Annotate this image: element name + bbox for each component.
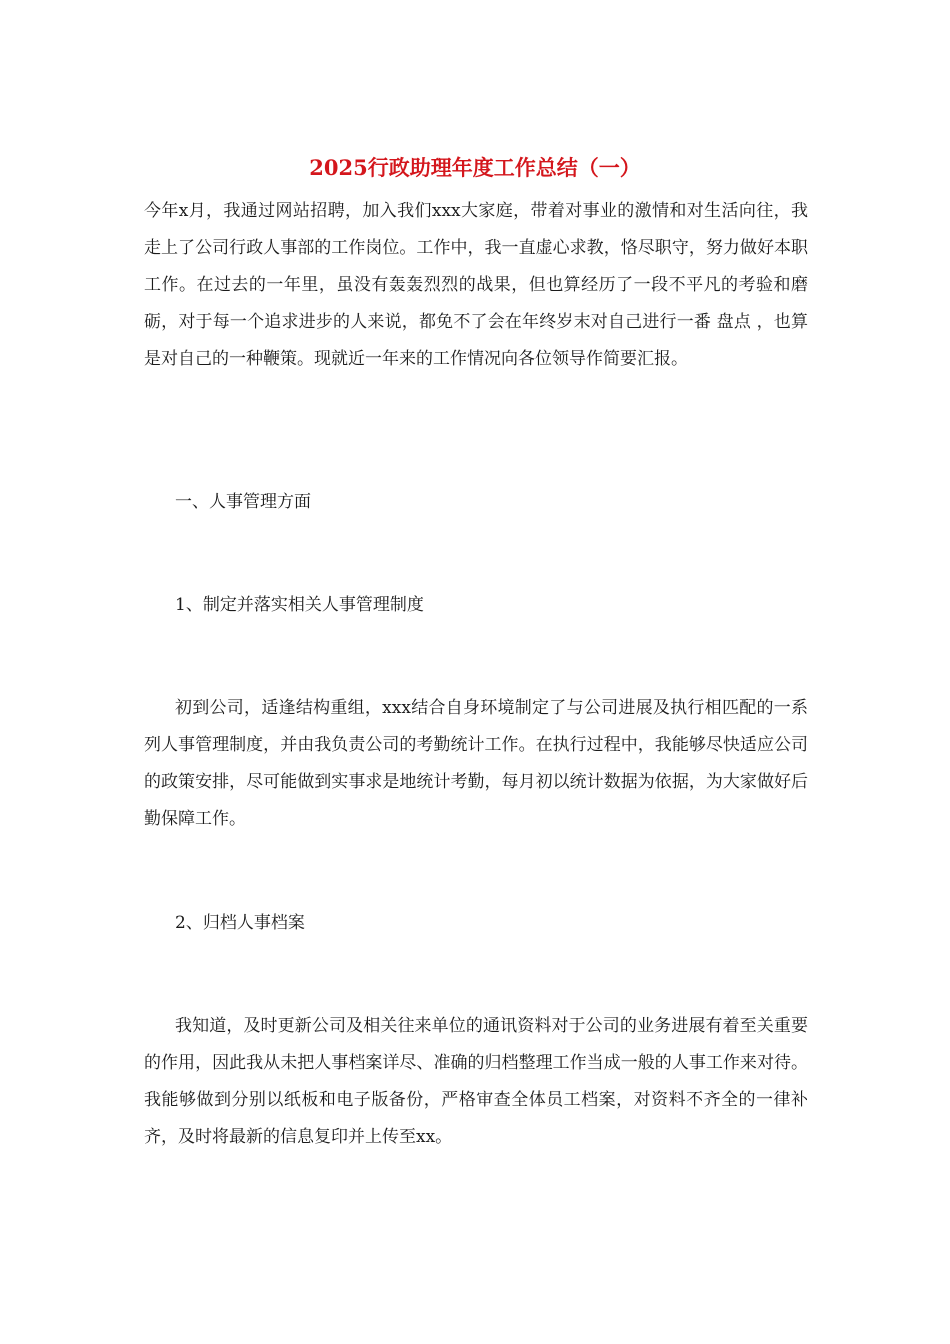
paragraph-archive: 我知道，及时更新公司及相关往来单位的通讯资料对于公司的业务进展有着至关重要的作用，因此我从未把人事档案详尽、准确的归档整理工作当成一般的人事工作来对待。我能够做到分别以纸板和电子版备份，严格审查全体员工档案，对资料不齐全的一律补齐，及时将最新的信息复印并上传至xx。 — [144, 1016, 808, 1147]
paragraph-hr-policy: 初到公司，适逢结构重组，xxx结合自身环境制定了与公司进展及执行相匹配的一系列人事管理制度，并由我负责公司的考勤统计工作。在执行过程中，我能够尽快适应公司的政策安排，尽可能做到实事求是地统计考勤，每月初以统计数据为依据，为大家做好后勤保障工作。 — [144, 698, 808, 829]
document-title: 2025行政助理年度工作总结（一） — [309, 155, 641, 180]
section-heading-hr-management: 一、人事管理方面 — [175, 492, 311, 512]
subheading-hr-policy: 1、制定并落实相关人事管理制度 — [175, 595, 424, 615]
intro-paragraph: 今年x月，我通过网站招聘，加入我们xxx大家庭，带着对事业的激情和对生活向往，我走上了公司行政人事部的工作岗位。工作中，我一直虚心求教，恪尽职守，努力做好本职工作。在过去的一年里，虽没有轰轰烈烈的战果，但也算经历了一段不平凡的考验和磨砺，对于每一个追求进步的人来说，都免不了会在年终岁末对自己进行一番 盘点 ，也算是对自己的一种鞭策。现就近一年来的工作情况向各位领导作简要汇报。 — [144, 201, 808, 369]
subheading-archive: 2、归档人事档案 — [175, 913, 305, 933]
